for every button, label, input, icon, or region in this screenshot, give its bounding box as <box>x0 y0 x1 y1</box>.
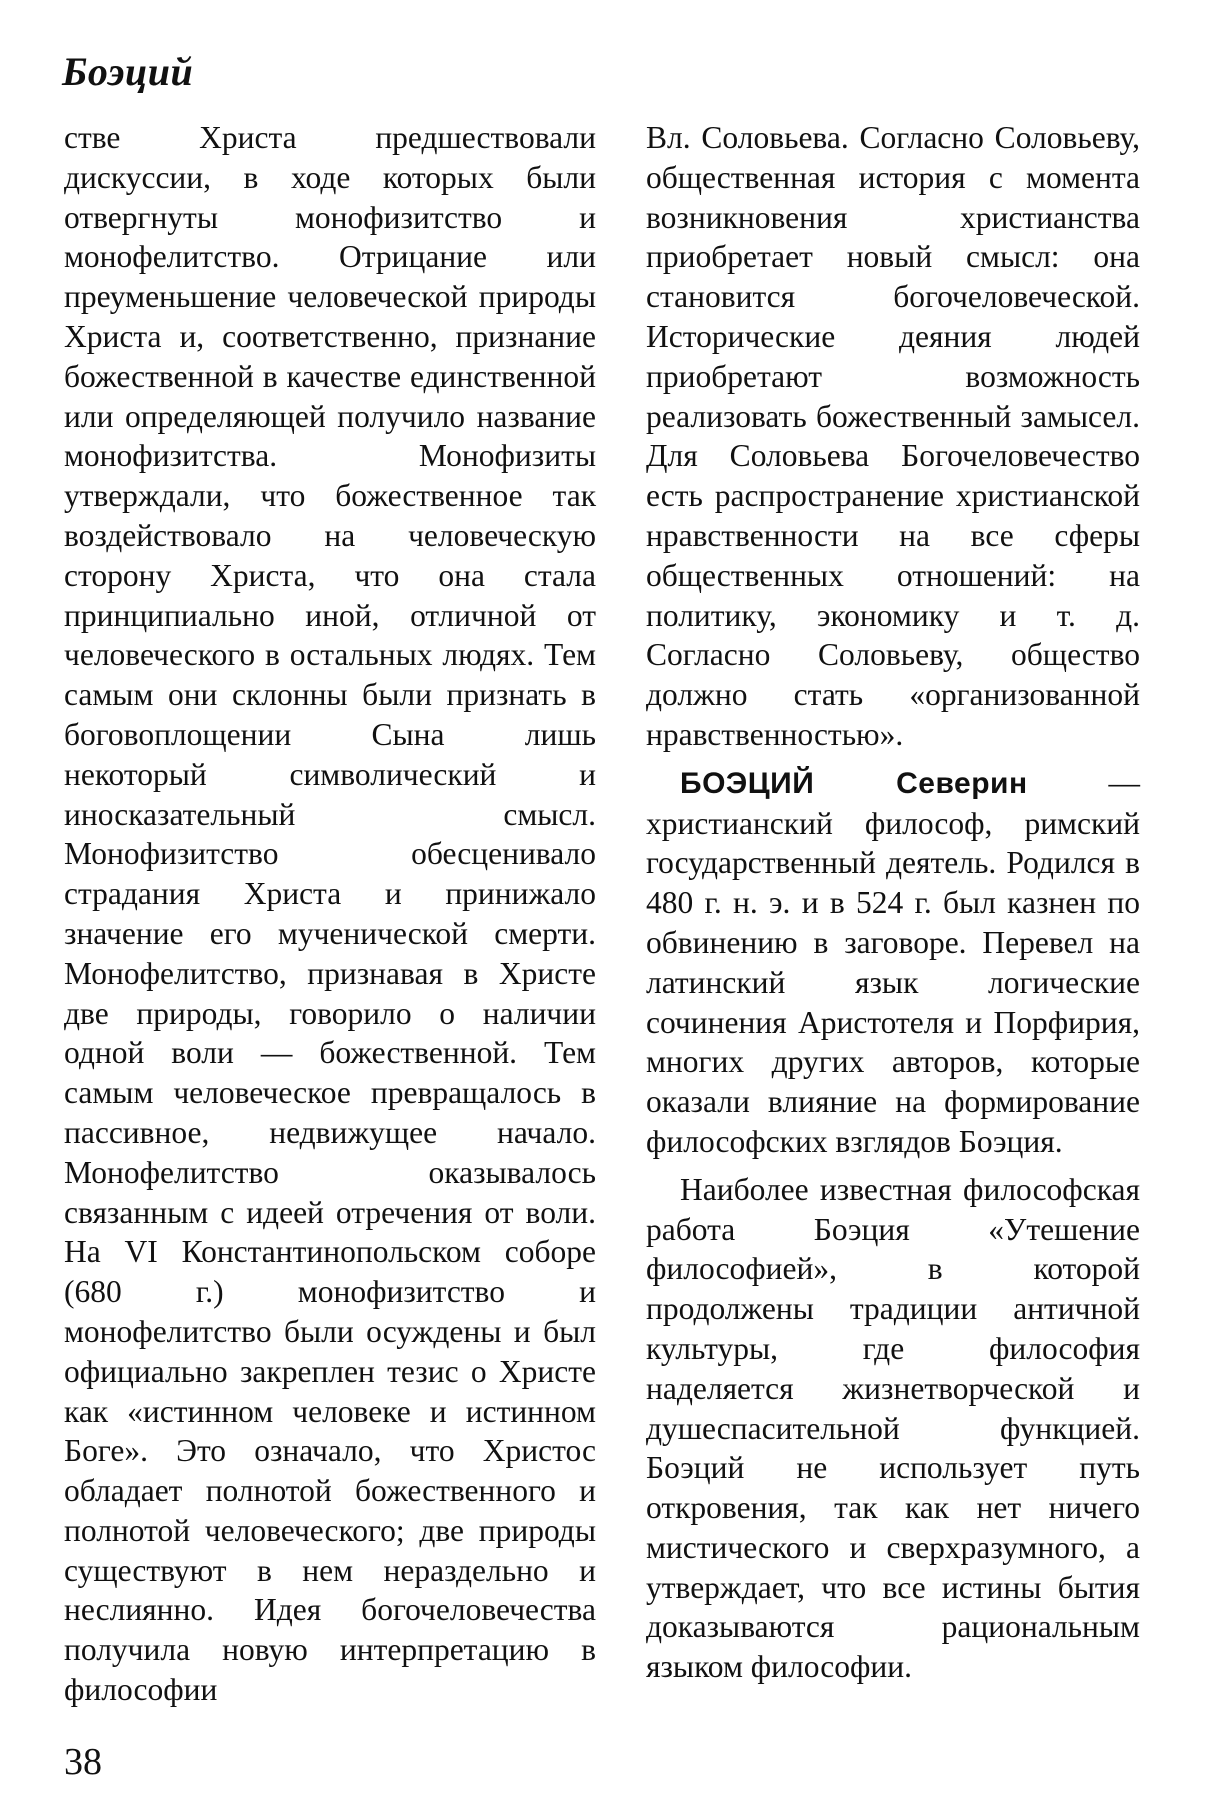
dictionary-entry <box>646 763 1140 1162</box>
entry-headword: БОЭЦИЙ Северин <box>680 766 1028 800</box>
left-column-paragraph: стве Христа предшествовали дискуссии, в ходе которых были отвергнуты монофизитство и монофелитство. Отрицание или преуменьшение человеческой природы Христа и, соответственно, признание божественной в качестве единственной или определяющей получило название монофизитства. Монофизиты утверждали, что божественное так воздействовало на человеческую сторону Христа, что она стала принципиально иной, отличной от человеческого в остальных людях. Тем самым они склонны были признать в боговоплощении Сына лишь некоторый символический и иносказательный смысл. Монофизитство обесценивало страдания Христа и принижало значение его мученической смерти. Монофелитство, признавая в Христе две природы, говорило о наличии одной воли — божественной. Тем самым человеческое превращалось в пассивное, недвижущее начало. Монофелитство оказывалось связанным с идеей отречения от воли. На VI Константинопольском соборе (680 г.) монофизитство и монофелитство были осуждены и был официально закреплен тезис о Христе как «истинном человеке и истинном Боге». Это означало, что Христос обладает полнотой божественного и полнотой человеческого; две природы существуют в нем нераздельно и неслиянно. Идея богочеловечества получила новую интерпретацию в философии <box>64 120 596 1708</box>
entry-paragraph-2: Наиболее известная философская работа Боэция «Утешение философией», в которой продолжены традиции античной культуры, где философия наделяется жизнетворческой и душеспасительной функцией. Боэций не использует путь откровения, так как нет ничего мистического и сверхразумного, а утверждает, что все истины бытия доказываются рациональным языком философии. <box>646 1171 1140 1685</box>
right-column <box>646 118 1140 1687</box>
right-column-continuation: Вл. Соловьева. Согласно Соловьеву, общественная история с момента возникновения христианства приобретает новый смысл: она становится богочеловеческой. Исторические деяния людей приобретают возможность реализовать божественный замысел. Для Соловьева Богочеловечество есть распространение христианской нравственности на все сферы общественных отношений: на политику, экономику и т. д. Согласно Соловьеву, общество должно стать «организованной нравственностью». <box>646 120 1140 752</box>
page-number: 38 <box>64 1741 102 1783</box>
left-column <box>64 118 596 1710</box>
entry-text: — христианский философ, римский государственный деятель. Родился в 480 г. н. э. и в 524 г. был казнен по обвинению в заговоре. Перевел на латинский язык логические сочинения Аристотеля и Порфирия, многих других авторов, которые оказали влияние на формирование философских взглядов Боэция. <box>646 764 1140 1159</box>
running-head: Боэций <box>62 49 194 94</box>
